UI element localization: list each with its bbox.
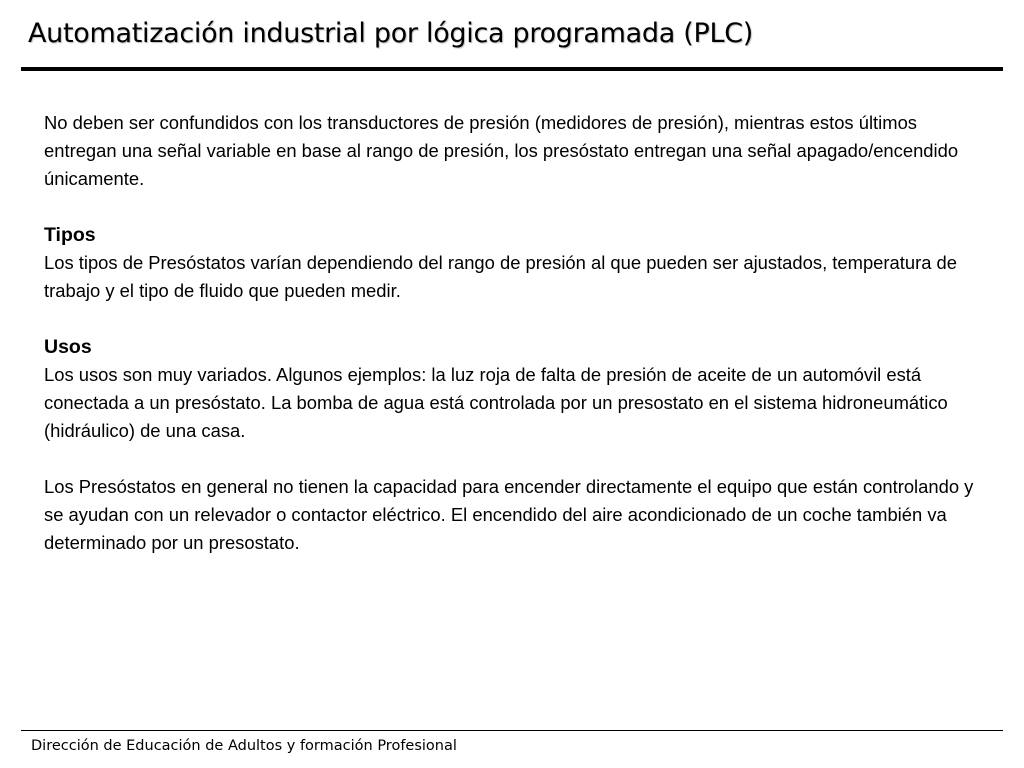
slide-title: Automatización industrial por lógica programada (PLC) <box>28 18 754 49</box>
slide-content <box>44 109 984 557</box>
paragraph-spacer <box>44 445 984 473</box>
footer-text: Dirección de Educación de Adultos y formación Profesional <box>31 738 457 754</box>
title-divider <box>21 67 1003 71</box>
usos-paragraph: Los usos son muy variados. Algunos ejemplos: la luz roja de falta de presión de aceite de un automóvil está conectada a un presóstato. La bomba de agua está controlada por un presostato en el sistema hidroneumático (hidráulico) de una casa. <box>44 364 948 441</box>
tipos-heading: Tipos <box>44 224 96 246</box>
footer-divider <box>21 730 1003 731</box>
usos-heading: Usos <box>44 336 92 358</box>
paragraph-spacer <box>44 193 984 221</box>
closing-paragraph: Los Presóstatos en general no tienen la capacidad para encender directamente el equipo que están controlando y se ayudan con un relevador o contactor eléctrico. El encendido del aire acondicionado de un coche también va determinado por un presostato. <box>44 476 974 553</box>
paragraph-spacer <box>44 305 984 333</box>
intro-paragraph: No deben ser confundidos con los transductores de presión (medidores de presión), mientras estos últimos entregan una señal variable en base al rango de presión, los presóstato entregan una señal apagado/encendido únicamente. <box>44 112 959 189</box>
tipos-paragraph: Los tipos de Presóstatos varían dependiendo del rango de presión al que pueden ser ajustados, temperatura de trabajo y el tipo de fluido que pueden medir. <box>44 252 958 301</box>
